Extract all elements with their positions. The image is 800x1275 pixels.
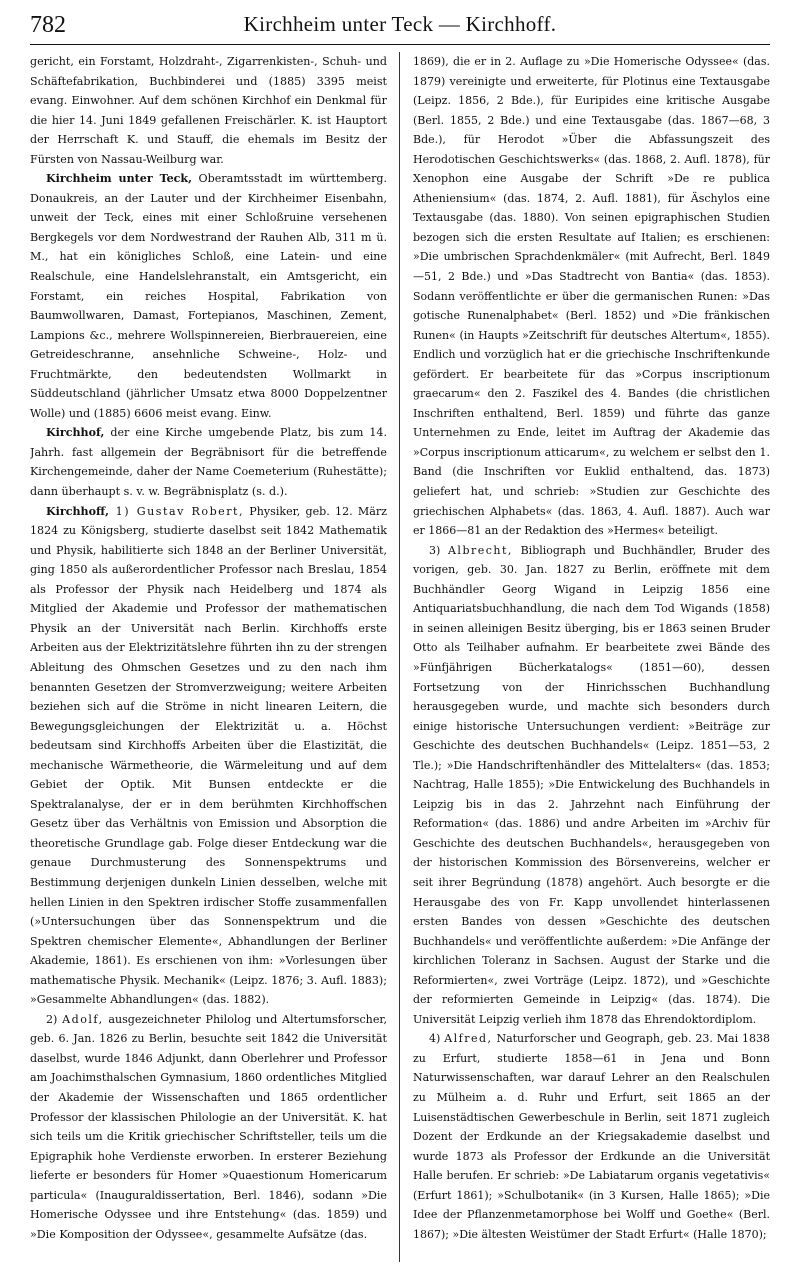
entry-headword: Kirchhof, [46, 426, 105, 440]
entry-body: Physiker, geb. 12. März 1824 zu Königsberg, studierte daselbst seit 1842 Mathematik und Physik, habilitierte sich 1848 an der Berliner Universität, ging 1850 als außerordentlicher Professor nach Breslau, 1854 als Professor der Physik nach Heidelberg und 1874 als Mitglied der Akademie und Professor der mathematischen Physik an der Universität nach Berlin. Kirchhoffs erste Arbeiten aus der Elektrizitätslehre führten ihn zu der strengen Ableitung des Ohmschen Gesetzes und zu den nach ihm benannten Gesetzen der Stromverzweigung; weitere Arbeiten beziehen sich auf die Ströme in nicht linearen Leitern, die Bewegungsgleichungen der Elektrizität u. a. Höchst bedeutsam sind Kirchhoffs Arbeiten über die Elastizität, die mechanische Wärmetheorie, die Wärmeleitung und auf dem Gebiet der Optik. Mit Bunsen entdeckte er die Spektralanalyse, der er in dem berühmten Kirchhoffschen Gesetz über das Verhältnis von Emission und Absorption die theoretische Grundlage gab. Folge dieser Entdeckung war die genaue Durchmusterung des Sonnenspektrums und Bestimmung derjenigen dunkeln Linien desselben, welche mit hellen Linien in den Spektren irdischer Stoffe zusammenfallen (»Untersuchungen über das Sonnenspektrum und die Spektren chemischer Elemente«, Abhandlungen der Berliner Akademie, 1861). Es erschienen von ihm: »Vorlesungen über mathematische Physik. Mechanik« (Leipz. 1876; 3. Aufl. 1883); »Gesammelte Abhandlungen« (das. 1882). [30, 504, 387, 1007]
entry-body: Oberamtsstadt im württemberg. Donaukreis, an der Lauter und der Kirchheimer Eisenbahn, unweit der Teck, eines mit einer Schloßruine versehenen Bergkegels vor dem Nordwestrand der Rauhen Alb, 311 m ü. M., hat ein königliches Schloß, eine Latein- und eine Realschule, eine Handelslehranstalt, ein Amtsgericht, ein Forstamt, ein reiches Hospital, Fabrikation von Baumwollwaren, Damast, Fortepianos, Maschinen, Zement, Lampions &c., mehrere Wollspinnereien, Bierbrauereien, eine Getreideschranne, ansehnliche Schweine-, Holz- und Fruchtmärkte, den bedeutendsten Wollmarkt in Süddeutschland (jährlicher Umsatz etwa 8000 Doppelzentner Wolle) und (1885) 6606 meist evang. Einw. [30, 172, 387, 420]
entry-continuation: gericht, ein Forstamt, Holzdraht-, Zigarrenkisten-, Schuh- und Schäftefabrikation, Buchbinderei und (1885) 3395 meist evang. Einwohner. Auf dem schönen Kirchhof ein Denkmal für die hier 14. Juni 1849 gefallenen Freischärler. K. ist Hauptort der Herrschaft K. und Stauff, die ehemals im Besitz der Fürsten von Nassau-Weilburg war. [30, 55, 387, 166]
text-columns [30, 52, 770, 1262]
entry-body: Bibliograph und Buchhändler, Bruder des vorigen, geb. 30. Jan. 1827 zu Berlin, eröffnete mit dem Buchhändler Georg Wigand in Leipzig 1856 eine Antiquariatsbuchhandlung, die nach dem Tod Wigands (1858) in seinen alleinigen Besitz überging, bis er 1863 seinen Bruder Otto als Teilhaber aufnahm. Er bearbeitete zwei Bände des »Fünfjährigen Bücherkatalogs« (1851—60), dessen Fortsetzung von der Hinrichsschen Buchhandlung herausgegeben wurde, und machte sich besonders durch einige historische Untersuchungen verdient: »Beiträge zur Geschichte des deutschen Buchhandels« (Leipz. 1851—53, 2 Tle.); »Die Handschriftenhändler des Mittelalters« (das. 1853; Nachtrag, Halle 1855); »Die Entwickelung des Buchhandels in Leipzig bis in das 2. Jahrzehnt nach Einführung der Reformation« (das. 1886) und andre Arbeiten im »Archiv für Geschichte des deutschen Buchhandels«, herausgegeben von der historischen Kommission des Börsenvereins, welcher er seit ihrer Begründung (1878) angehört. Auch besorgte er die Herausgabe des von Fr. Kapp unvollendet hinterlassenen ersten Bandes von dessen »Geschichte des deutschen Buchhandels« und veröffentlichte außerdem: »Die Anfänge der kirchlichen Toleranz in Sachsen. August der Starke und die Reformierten«, zwei Vorträge (Leipz. 1872), und »Geschichte der reformierten Gemeinde in Leipzig« (das. 1874). Die Universität Leipzig verlieh ihm 1878 das Ehrendoktordiplom. [413, 543, 770, 1026]
entry-continuation: 1869), die er in 2. Auflage zu »Die Homerische Odyssee« (das. 1879) vereinigte und erweiterte, für Plotinus eine Textausgabe (Leipz. 1856, 2 Bde.), für Euripides eine kritische Ausgabe (Berl. 1855, 2 Bde.) und eine Textausgabe (das. 1867—68, 3 Bde.), für Herodot »Über die Abfassungszeit des Herodotischen Geschichtswerks« (das. 1868, 2. Aufl. 1878), für Xenophon eine Ausgabe der Schrift »De re publica Atheniensium« (das. 1874, 2. Aufl. 1881), für Äschylos eine Textausgabe (das. 1880). Von seinen epigraphischen Studien bezogen sich die ersten Resultate auf Italien; es erschienen: »Die umbrischen Sprachdenkmäler« (mit Aufrecht, Berl. 1849—51, 2 Bde.) und »Das Stadtrecht von Bantia« (das. 1853). Sodann veröffentlichte er über die germanischen Runen: »Das gotische Runenalphabet« (Berl. 1852) und »Die fränkischen Runen« (in Haupts »Zeitschrift für deutsches Altertum«, 1855). Endlich und vorzüglich hat er die griechische Inschriftenkunde gefördert. Er bearbeitete für das »Corpus inscriptionum graecarum« den 2. Faszikel des 4. Bandes (die christlichen Inschriften enthaltend, Berl. 1859) und führte das ganze Unternehmen zu Ende, leitet im Auftrag der Akademie das »Corpus inscriptionum atticarum«, zu welchem er selbst den 1. Band (die Inschriften vor Euklid enthaltend, das. 1873) geliefert hat, und schrieb: »Studien zur Geschichte des griechischen Alphabets« (das. 1863, 4. Aufl. 1887). Auch war er 1866—81 an der Redaktion des »Hermes« beteiligt. [413, 55, 770, 538]
entry-number: 3) [429, 543, 448, 557]
person-name: 1) Gustav Robert, [108, 504, 245, 518]
page-number: 782 [30, 12, 66, 38]
column-divider [399, 52, 400, 1262]
entry-kirchhoff-gustav-robert [30, 502, 387, 1010]
page-header [30, 10, 770, 45]
entry-kirchheim-unter-teck [30, 169, 387, 423]
person-name: Albrecht, [447, 543, 513, 557]
entry-kirchhoff-adolf [30, 1010, 387, 1245]
running-head: Kirchheim unter Teck — Kirchhoff. [243, 12, 557, 36]
entry-kirchhoff-albrecht [413, 541, 770, 1030]
entry-kirchhof [30, 423, 387, 501]
entry-body: Naturforscher und Geograph, geb. 23. Mai 1838 zu Erfurt, studierte 1858—61 in Jena und Bonn Naturwissenschaften, war darauf Lehrer an den Realschulen zu Mülheim a. d. Ruhr und Erfurt, seit 1865 an der Luisenstädtischen Gewerbeschule in Berlin, seit 1871 zugleich Dozent der Erdkunde an der Kriegsakademie daselbst und wurde 1873 als Professor der Erdkunde an die Universität Halle berufen. Er schrieb: »De Labiatarum organis vegetativis« (Erfurt 1861); »Schulbotanik« (in 3 Kursen, Halle 1865); »Die Idee der Pflanzenmetamorphose bei Wolff und Goethe« (Berl. 1867); »Die ältesten Weistümer der Stadt Erfurt« (Halle 1870); [413, 1032, 770, 1241]
entry-body: ausgezeichneter Philolog und Altertumsforscher, geb. 6. Jan. 1826 zu Berlin, besuchte seit 1842 die Universität daselbst, wurde 1846 Adjunkt, dann Oberlehrer und Professor am Joachimsthalschen Gymnasium, 1860 ordentliches Mitglied der Akademie der Wissenschaften und 1865 ordentlicher Professor der klassischen Philologie an der Universität. K. hat sich teils um die Kritik griechischer Schriftsteller, teils um die Epigraphik hohe Verdienste erworben. In ersterer Beziehung lieferte er besonders für Homer »Quaestionum Homericarum particula« (Inauguraldissertation, Berl. 1846), sodann »Die Homerische Odyssee und ihre Entstehung« (das. 1859) und »Die Komposition der Odyssee«, gesammelte Aufsätze (das. [30, 1012, 387, 1241]
entry-body: der eine Kirche umgebende Platz, bis zum 14. Jahrh. fast allgemein der Begräbnisort für die betreffende Kirchengemeinde, daher der Name Coemeterium (Ruhestätte); dann überhaupt s. v. w. Begräbnisplatz (s. d.). [30, 426, 387, 499]
entry-kirchhoff-alfred [413, 1029, 770, 1244]
entry-headword: Kirchhoff, [46, 504, 109, 518]
left-column [30, 52, 387, 1262]
entry-headword: Kirchheim unter Teck, [46, 172, 192, 186]
entry-number: 4) [429, 1032, 445, 1046]
person-name: Alfred, [444, 1032, 493, 1046]
right-column [413, 52, 770, 1262]
person-name: Adolf, [62, 1012, 104, 1026]
entry-number: 2) [46, 1012, 63, 1026]
